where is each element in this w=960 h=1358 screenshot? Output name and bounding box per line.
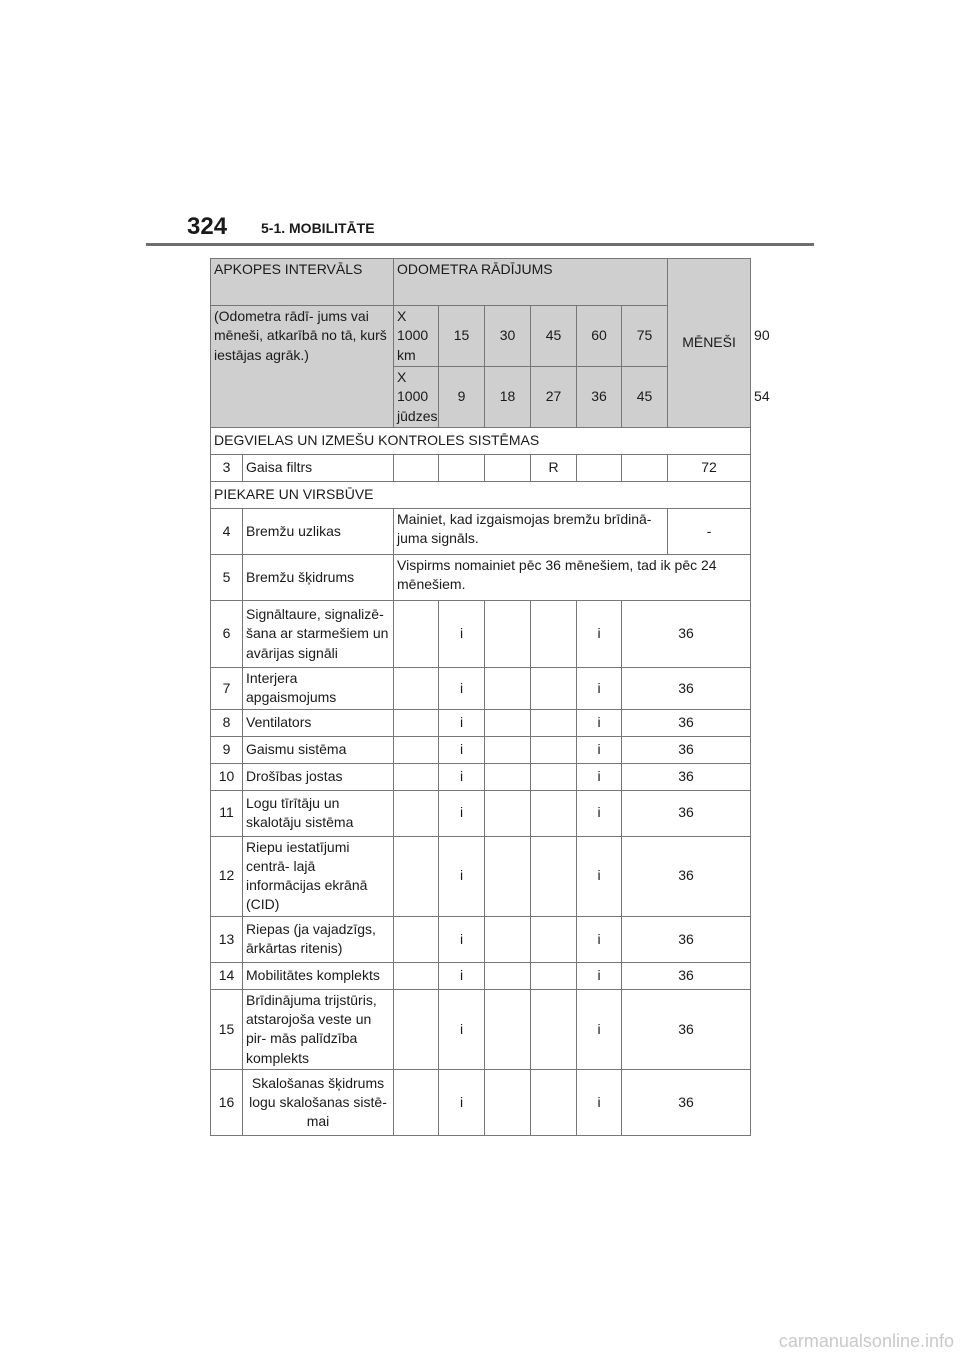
months-cell: - [668,508,751,554]
months-cell: 36 [622,600,751,667]
table-row [211,989,751,1069]
schedule-cell [485,667,531,709]
table-row [211,1070,751,1136]
miles-label: X 1000 jūdzes [394,366,439,427]
item-name: Drošības jostas [243,763,394,790]
months-cell: 36 [622,736,751,763]
maintenance-schedule-table [210,258,770,1136]
row-number: 4 [211,508,243,554]
schedule-cell [394,836,439,916]
schedule-cell [485,962,531,989]
schedule-cell [531,989,577,1069]
schedule-cell: i [577,763,622,790]
item-name: Riepu iestatījumi centrā- lajā informācijas ekrānā (CID) [243,836,394,916]
row-number: 15 [211,989,243,1069]
item-name: Bremžu šķidrums [243,554,394,600]
km-row: (Odometra rādī- jums vai mēneši, atkarībā no tā, kurš iestājas agrāk.) X 1000 km 15 30 45 60 75 90 [211,306,751,367]
item-name: Logu tīrītāju un skalotāju sistēma [243,790,394,836]
schedule-cell: i [577,736,622,763]
item-name: Mobilitātes komplekts [243,962,394,989]
schedule-cell: i [439,962,485,989]
table-row [211,790,751,836]
section-row [211,481,751,508]
item-name: Riepas (ja vajadzīgs, ārkārtas ritenis) [243,916,394,962]
schedule-cell [394,736,439,763]
schedule-cell [531,736,577,763]
schedule-cell [531,709,577,736]
header-divider [146,243,814,246]
row-number: 10 [211,763,243,790]
months-cell: 36 [622,790,751,836]
watermark-text: carmanualsonline.info [778,1331,954,1351]
miles-value: 27 [531,366,577,427]
odometer-header: ODOMETRA RĀDĪJUMS [394,259,668,306]
months-cell: 36 [622,763,751,790]
row-number: 14 [211,962,243,989]
schedule-cell [485,454,531,481]
row-number: 9 [211,736,243,763]
row-number: 5 [211,554,243,600]
miles-value: 45 [622,366,668,427]
miles-value: 36 [577,366,622,427]
schedule-cell: i [439,600,485,667]
schedule-cell [531,790,577,836]
schedule-cell [485,989,531,1069]
schedule-cell: i [577,836,622,916]
schedule-cell [531,667,577,709]
schedule-cell: i [577,600,622,667]
schedule-cell [394,454,439,481]
item-name: Bremžu uzlikas [243,508,394,554]
table-row [211,709,751,736]
section-row [211,427,751,454]
item-name: Gaismu sistēma [243,736,394,763]
item-name: Brīdinājuma trijstūris, atstarojoša veste un pir- mās palīdzība komplekts [243,989,394,1069]
table-row [211,508,751,554]
schedule-cell [531,916,577,962]
schedule-cell [485,1070,531,1136]
schedule-cell [394,989,439,1069]
row-number: 8 [211,709,243,736]
miles-value: 9 [439,366,485,427]
row-number: 16 [211,1070,243,1136]
schedule-cell: i [439,709,485,736]
miles-value: 18 [485,366,531,427]
km-value: 75 [622,306,668,367]
km-value: 45 [531,306,577,367]
row-number: 11 [211,790,243,836]
months-cell: 36 [622,709,751,736]
schedule-cell: R [531,454,577,481]
schedule-cell: i [439,836,485,916]
schedule-cell [485,836,531,916]
schedule-cell [485,709,531,736]
table-row [211,600,751,667]
schedule-cell: i [577,916,622,962]
schedule-cell [394,916,439,962]
interval-note: (Odometra rādī- jums vai mēneši, atkarībā no tā, kurš iestājas agrāk.) [211,306,394,428]
km-label: X 1000 km [394,306,439,367]
schedule-cell: i [577,962,622,989]
schedule-cell [531,962,577,989]
months-cell: 72 [668,454,751,481]
schedule-cell [485,763,531,790]
months-header: MĒNEŠI [668,259,751,428]
schedule-cell [531,600,577,667]
interval-header: APKOPES INTERVĀLS [211,259,394,306]
schedule-cell [439,454,485,481]
item-name: Skalošanas šķidrums logu skalošanas sistē- mai [243,1070,394,1136]
schedule-cell: i [577,667,622,709]
section-heading: PIEKARE UN VIRSBŪVE [211,481,751,508]
table-row [211,454,751,481]
schedule-cell [577,454,622,481]
months-cell: 36 [622,989,751,1069]
km-value: 60 [577,306,622,367]
months-cell: 36 [622,962,751,989]
schedule-cell: i [577,709,622,736]
months-cell: 36 [622,667,751,709]
item-name: Ventilators [243,709,394,736]
row-number: 13 [211,916,243,962]
table-row [211,763,751,790]
item-name: Signāltaure, signalizē- šana ar starmešiem un avārijas signāli [243,600,394,667]
months-cell: 36 [622,916,751,962]
item-name: Interjera apgaismojums [243,667,394,709]
table-row [211,836,751,916]
km-value: 30 [485,306,531,367]
schedule-cell: i [439,667,485,709]
schedule-cell [531,1070,577,1136]
schedule-cell [485,916,531,962]
schedule-cell: i [577,1070,622,1136]
section-heading: DEGVIELAS UN IZMEŠU KONTROLES SISTĒMAS [211,427,751,454]
row-note: Vispirms nomainiet pēc 36 mēnešiem, tad ik pēc 24 mēnešiem. [394,554,751,600]
miles-row: X 1000 jūdzes 9 18 27 36 45 54 [211,366,751,427]
table-row [211,667,751,709]
schedule-cell: i [577,989,622,1069]
schedule-cell: i [439,736,485,763]
table-row [211,554,751,600]
table-row [211,962,751,989]
months-cell: 36 [622,836,751,916]
schedule-cell [394,962,439,989]
months-cell: 36 [622,1070,751,1136]
schedule-cell [622,454,668,481]
schedule-cell [394,709,439,736]
row-number: 3 [211,454,243,481]
schedule-cell: i [439,916,485,962]
page-number: 324 [187,213,228,240]
schedule-cell [394,667,439,709]
schedule-cell [394,600,439,667]
schedule-cell [485,600,531,667]
schedule-cell [485,736,531,763]
table-row [211,736,751,763]
schedule-cell [394,1070,439,1136]
section-title: 5-1. MOBILITĀTE [261,220,375,236]
schedule-cell: i [439,1070,485,1136]
row-number: 12 [211,836,243,916]
schedule-cell [531,763,577,790]
schedule-cell: i [439,763,485,790]
row-number: 6 [211,600,243,667]
schedule-cell [531,836,577,916]
header-row [211,259,751,306]
km-value: 15 [439,306,485,367]
schedule-cell: i [439,790,485,836]
schedule-cell [394,790,439,836]
row-note: Mainiet, kad izgaismojas bremžu brīdinā- juma signāls. [394,508,668,554]
schedule-cell: i [439,989,485,1069]
schedule-cell: i [577,790,622,836]
schedule-cell [485,790,531,836]
table-row [211,916,751,962]
row-number: 7 [211,667,243,709]
item-name: Gaisa filtrs [243,454,394,481]
schedule-cell [394,763,439,790]
